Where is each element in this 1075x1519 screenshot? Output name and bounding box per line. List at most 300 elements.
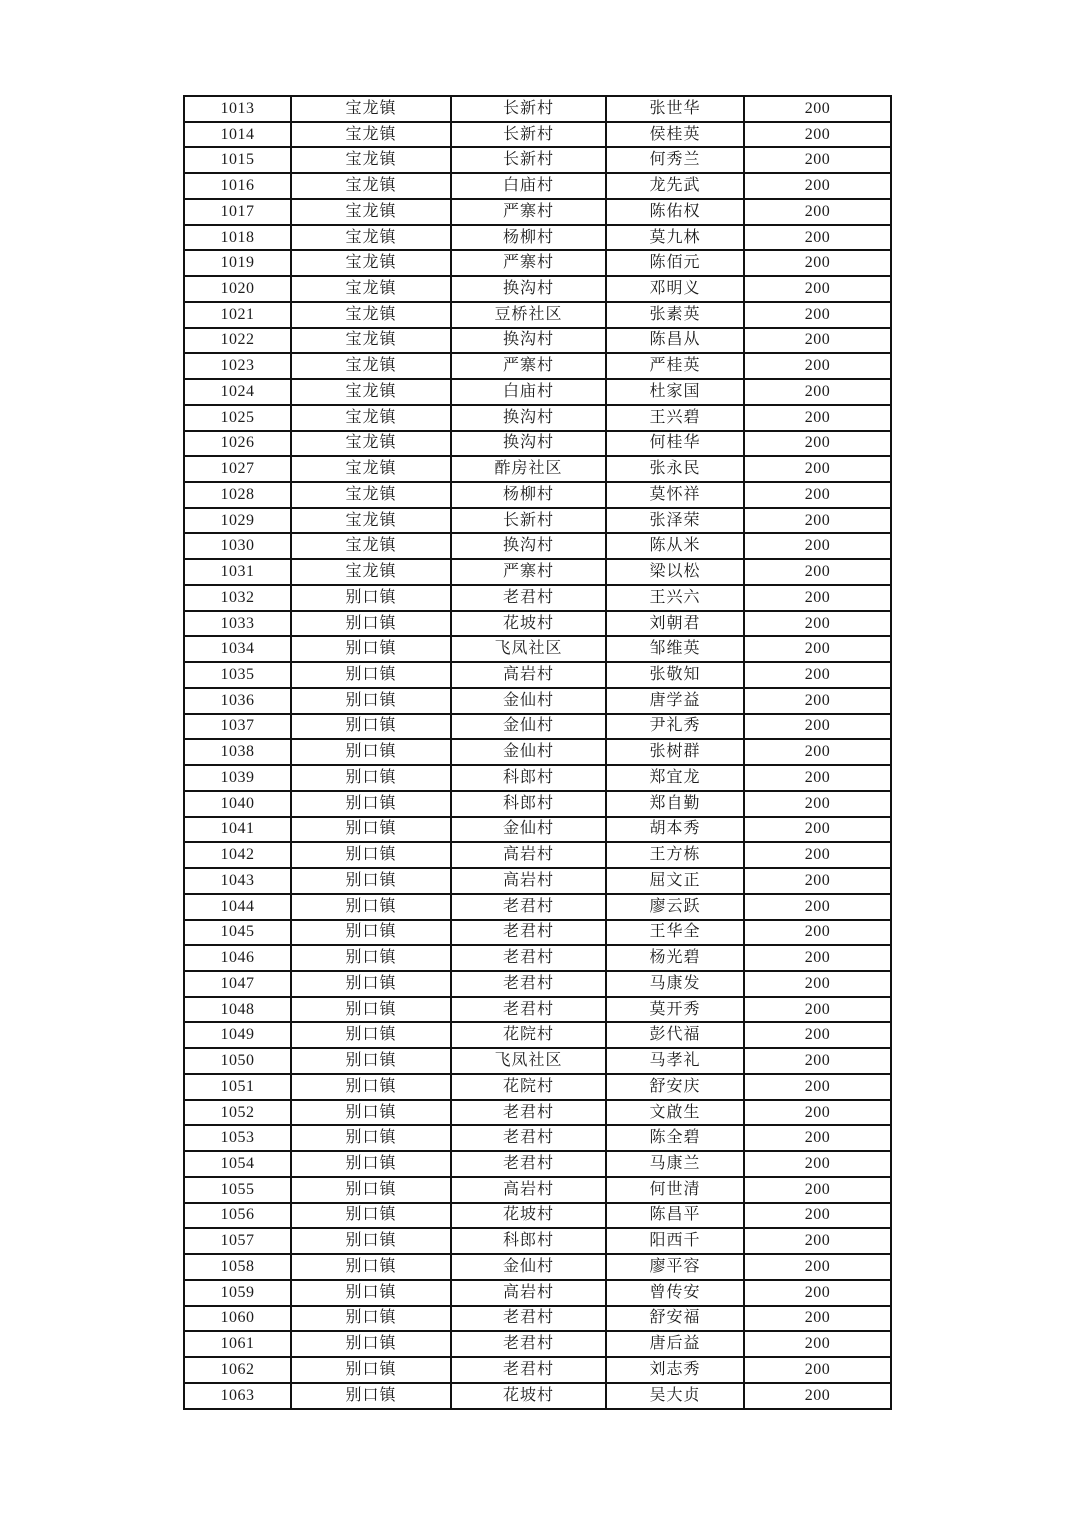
village-cell: 高岩村 — [451, 868, 606, 894]
row-number-cell: 1020 — [184, 276, 291, 302]
row-number-cell: 1046 — [184, 945, 291, 971]
table-row — [184, 611, 891, 637]
person-name-cell: 龙先武 — [606, 173, 744, 199]
amount-cell: 200 — [744, 482, 891, 508]
row-number-cell: 1024 — [184, 379, 291, 405]
table-row — [184, 791, 891, 817]
village-cell: 花坡村 — [451, 611, 606, 637]
village-cell: 严寨村 — [451, 199, 606, 225]
person-name-cell: 张世华 — [606, 96, 744, 122]
village-cell: 老君村 — [451, 1357, 606, 1383]
table-row — [184, 122, 891, 148]
person-name-cell: 唐后益 — [606, 1331, 744, 1357]
amount-cell: 200 — [744, 199, 891, 225]
row-number-cell: 1061 — [184, 1331, 291, 1357]
table-row — [184, 328, 891, 354]
village-cell: 老君村 — [451, 585, 606, 611]
amount-cell: 200 — [744, 302, 891, 328]
person-name-cell: 马康发 — [606, 971, 744, 997]
town-cell: 宝龙镇 — [291, 250, 451, 276]
person-name-cell: 张素英 — [606, 302, 744, 328]
person-name-cell: 屈文正 — [606, 868, 744, 894]
amount-cell: 200 — [744, 1125, 891, 1151]
row-number-cell: 1021 — [184, 302, 291, 328]
table-row — [184, 1228, 891, 1254]
amount-cell: 200 — [744, 1203, 891, 1229]
village-cell: 飞凤社区 — [451, 636, 606, 662]
table-row — [184, 739, 891, 765]
row-number-cell: 1059 — [184, 1280, 291, 1306]
town-cell: 别口镇 — [291, 920, 451, 946]
person-name-cell: 王兴六 — [606, 585, 744, 611]
row-number-cell: 1057 — [184, 1228, 291, 1254]
town-cell: 别口镇 — [291, 1151, 451, 1177]
row-number-cell: 1040 — [184, 791, 291, 817]
table-row — [184, 353, 891, 379]
amount-cell: 200 — [744, 1280, 891, 1306]
town-cell: 别口镇 — [291, 1048, 451, 1074]
town-cell: 宝龙镇 — [291, 431, 451, 457]
town-cell: 宝龙镇 — [291, 147, 451, 173]
row-number-cell: 1038 — [184, 739, 291, 765]
row-number-cell: 1016 — [184, 173, 291, 199]
person-name-cell: 严桂英 — [606, 353, 744, 379]
village-cell: 花院村 — [451, 1022, 606, 1048]
table-row — [184, 868, 891, 894]
town-cell: 宝龙镇 — [291, 302, 451, 328]
table-row — [184, 96, 891, 122]
town-cell: 别口镇 — [291, 1306, 451, 1332]
town-cell: 别口镇 — [291, 1177, 451, 1203]
amount-cell: 200 — [744, 1048, 891, 1074]
village-cell: 金仙村 — [451, 714, 606, 740]
row-number-cell: 1030 — [184, 533, 291, 559]
person-name-cell: 舒安庆 — [606, 1074, 744, 1100]
table-row — [184, 1254, 891, 1280]
amount-cell: 200 — [744, 1022, 891, 1048]
town-cell: 宝龙镇 — [291, 225, 451, 251]
village-cell: 严寨村 — [451, 250, 606, 276]
row-number-cell: 1043 — [184, 868, 291, 894]
village-cell: 白庙村 — [451, 379, 606, 405]
amount-cell: 200 — [744, 611, 891, 637]
table-row — [184, 302, 891, 328]
town-cell: 别口镇 — [291, 868, 451, 894]
person-name-cell: 陈全碧 — [606, 1125, 744, 1151]
amount-cell: 200 — [744, 353, 891, 379]
row-number-cell: 1045 — [184, 920, 291, 946]
row-number-cell: 1026 — [184, 431, 291, 457]
row-number-cell: 1039 — [184, 765, 291, 791]
town-cell: 宝龙镇 — [291, 508, 451, 534]
table-row — [184, 920, 891, 946]
row-number-cell: 1048 — [184, 997, 291, 1023]
row-number-cell: 1042 — [184, 842, 291, 868]
town-cell: 别口镇 — [291, 945, 451, 971]
village-cell: 金仙村 — [451, 817, 606, 843]
table-row — [184, 714, 891, 740]
village-cell: 换沟村 — [451, 533, 606, 559]
person-name-cell: 廖平容 — [606, 1254, 744, 1280]
person-name-cell: 张永民 — [606, 456, 744, 482]
amount-cell: 200 — [744, 276, 891, 302]
table-row — [184, 431, 891, 457]
person-name-cell: 尹礼秀 — [606, 714, 744, 740]
town-cell: 宝龙镇 — [291, 96, 451, 122]
village-cell: 长新村 — [451, 147, 606, 173]
row-number-cell: 1036 — [184, 688, 291, 714]
town-cell: 别口镇 — [291, 714, 451, 740]
village-cell: 换沟村 — [451, 276, 606, 302]
person-name-cell: 王方栋 — [606, 842, 744, 868]
village-cell: 酢房社区 — [451, 456, 606, 482]
row-number-cell: 1029 — [184, 508, 291, 534]
row-number-cell: 1031 — [184, 559, 291, 585]
table-row — [184, 971, 891, 997]
table-row — [184, 1383, 891, 1409]
table-row — [184, 225, 891, 251]
village-cell: 杨柳村 — [451, 225, 606, 251]
row-number-cell: 1019 — [184, 250, 291, 276]
person-name-cell: 马孝礼 — [606, 1048, 744, 1074]
amount-cell: 200 — [744, 945, 891, 971]
town-cell: 宝龙镇 — [291, 328, 451, 354]
row-number-cell: 1041 — [184, 817, 291, 843]
village-cell: 老君村 — [451, 945, 606, 971]
village-cell: 高岩村 — [451, 1177, 606, 1203]
person-name-cell: 曾传安 — [606, 1280, 744, 1306]
table-row — [184, 147, 891, 173]
amount-cell: 200 — [744, 817, 891, 843]
row-number-cell: 1063 — [184, 1383, 291, 1409]
town-cell: 宝龙镇 — [291, 405, 451, 431]
table-row — [184, 585, 891, 611]
table-row — [184, 817, 891, 843]
person-name-cell: 彭代福 — [606, 1022, 744, 1048]
amount-cell: 200 — [744, 405, 891, 431]
person-name-cell: 郑自勤 — [606, 791, 744, 817]
person-name-cell: 唐学益 — [606, 688, 744, 714]
amount-cell: 200 — [744, 379, 891, 405]
town-cell: 别口镇 — [291, 688, 451, 714]
row-number-cell: 1037 — [184, 714, 291, 740]
village-cell: 老君村 — [451, 1151, 606, 1177]
row-number-cell: 1054 — [184, 1151, 291, 1177]
table-row — [184, 1177, 891, 1203]
amount-cell: 200 — [744, 250, 891, 276]
person-name-cell: 刘志秀 — [606, 1357, 744, 1383]
person-name-cell: 廖云跃 — [606, 894, 744, 920]
person-name-cell: 文啟生 — [606, 1100, 744, 1126]
town-cell: 别口镇 — [291, 1357, 451, 1383]
village-cell: 严寨村 — [451, 353, 606, 379]
amount-cell: 200 — [744, 971, 891, 997]
row-number-cell: 1014 — [184, 122, 291, 148]
person-name-cell: 莫九林 — [606, 225, 744, 251]
person-name-cell: 杜家国 — [606, 379, 744, 405]
table-row — [184, 1280, 891, 1306]
amount-cell: 200 — [744, 1100, 891, 1126]
town-cell: 别口镇 — [291, 894, 451, 920]
village-cell: 科郎村 — [451, 765, 606, 791]
village-cell: 老君村 — [451, 1331, 606, 1357]
table-row — [184, 1151, 891, 1177]
row-number-cell: 1052 — [184, 1100, 291, 1126]
town-cell: 别口镇 — [291, 1280, 451, 1306]
village-cell: 花坡村 — [451, 1383, 606, 1409]
village-cell: 科郎村 — [451, 791, 606, 817]
person-name-cell: 陈佰元 — [606, 250, 744, 276]
town-cell: 别口镇 — [291, 971, 451, 997]
town-cell: 宝龙镇 — [291, 353, 451, 379]
amount-cell: 200 — [744, 920, 891, 946]
person-name-cell: 张泽荣 — [606, 508, 744, 534]
table-row — [184, 662, 891, 688]
amount-cell: 200 — [744, 842, 891, 868]
town-cell: 别口镇 — [291, 997, 451, 1023]
amount-cell: 200 — [744, 714, 891, 740]
table-row — [184, 1331, 891, 1357]
town-cell: 别口镇 — [291, 1203, 451, 1229]
row-number-cell: 1055 — [184, 1177, 291, 1203]
amount-cell: 200 — [744, 147, 891, 173]
row-number-cell: 1060 — [184, 1306, 291, 1332]
town-cell: 别口镇 — [291, 1125, 451, 1151]
row-number-cell: 1032 — [184, 585, 291, 611]
village-cell: 老君村 — [451, 1125, 606, 1151]
table-row — [184, 482, 891, 508]
amount-cell: 200 — [744, 1331, 891, 1357]
village-cell: 严寨村 — [451, 559, 606, 585]
person-name-cell: 莫怀祥 — [606, 482, 744, 508]
town-cell: 宝龙镇 — [291, 379, 451, 405]
table-row — [184, 894, 891, 920]
amount-cell: 200 — [744, 997, 891, 1023]
table-row — [184, 1357, 891, 1383]
amount-cell: 200 — [744, 868, 891, 894]
village-cell: 豆桥社区 — [451, 302, 606, 328]
amount-cell: 200 — [744, 662, 891, 688]
person-name-cell: 陈昌平 — [606, 1203, 744, 1229]
village-cell: 老君村 — [451, 894, 606, 920]
amount-cell: 200 — [744, 1357, 891, 1383]
village-cell: 金仙村 — [451, 739, 606, 765]
table-row — [184, 250, 891, 276]
person-name-cell: 张树群 — [606, 739, 744, 765]
town-cell: 别口镇 — [291, 1022, 451, 1048]
person-name-cell: 阳西千 — [606, 1228, 744, 1254]
table-row — [184, 559, 891, 585]
amount-cell: 200 — [744, 894, 891, 920]
row-number-cell: 1013 — [184, 96, 291, 122]
person-name-cell: 侯桂英 — [606, 122, 744, 148]
village-cell: 花坡村 — [451, 1203, 606, 1229]
amount-cell: 200 — [744, 739, 891, 765]
village-cell: 飞凤社区 — [451, 1048, 606, 1074]
village-cell: 长新村 — [451, 508, 606, 534]
person-name-cell: 何世清 — [606, 1177, 744, 1203]
town-cell: 别口镇 — [291, 1383, 451, 1409]
person-name-cell: 邓明义 — [606, 276, 744, 302]
row-number-cell: 1062 — [184, 1357, 291, 1383]
table-row — [184, 688, 891, 714]
person-name-cell: 舒安福 — [606, 1306, 744, 1332]
village-cell: 金仙村 — [451, 1254, 606, 1280]
row-number-cell: 1022 — [184, 328, 291, 354]
amount-cell: 200 — [744, 225, 891, 251]
village-cell: 杨柳村 — [451, 482, 606, 508]
amount-cell: 200 — [744, 328, 891, 354]
town-cell: 别口镇 — [291, 585, 451, 611]
row-number-cell: 1058 — [184, 1254, 291, 1280]
amount-cell: 200 — [744, 1177, 891, 1203]
village-cell: 白庙村 — [451, 173, 606, 199]
row-number-cell: 1053 — [184, 1125, 291, 1151]
person-name-cell: 王华全 — [606, 920, 744, 946]
person-name-cell: 杨光碧 — [606, 945, 744, 971]
table-row — [184, 508, 891, 534]
town-cell: 别口镇 — [291, 817, 451, 843]
table-row — [184, 1125, 891, 1151]
town-cell: 宝龙镇 — [291, 456, 451, 482]
table-row — [184, 1306, 891, 1332]
row-number-cell: 1050 — [184, 1048, 291, 1074]
table-row — [184, 173, 891, 199]
table-row — [184, 199, 891, 225]
table-row — [184, 1048, 891, 1074]
table-row — [184, 276, 891, 302]
table-row — [184, 405, 891, 431]
row-number-cell: 1056 — [184, 1203, 291, 1229]
person-name-cell: 陈昌从 — [606, 328, 744, 354]
town-cell: 别口镇 — [291, 1074, 451, 1100]
amount-cell: 200 — [744, 585, 891, 611]
row-number-cell: 1015 — [184, 147, 291, 173]
table-row — [184, 997, 891, 1023]
village-cell: 老君村 — [451, 971, 606, 997]
town-cell: 别口镇 — [291, 739, 451, 765]
amount-cell: 200 — [744, 122, 891, 148]
amount-cell: 200 — [744, 1383, 891, 1409]
amount-cell: 200 — [744, 791, 891, 817]
village-cell: 换沟村 — [451, 431, 606, 457]
roster-table-body — [184, 96, 891, 1409]
amount-cell: 200 — [744, 456, 891, 482]
town-cell: 别口镇 — [291, 1228, 451, 1254]
table-row — [184, 456, 891, 482]
person-name-cell: 张敬知 — [606, 662, 744, 688]
town-cell: 别口镇 — [291, 791, 451, 817]
village-cell: 科郎村 — [451, 1228, 606, 1254]
town-cell: 别口镇 — [291, 662, 451, 688]
person-name-cell: 刘朝君 — [606, 611, 744, 637]
amount-cell: 200 — [744, 1228, 891, 1254]
village-cell: 老君村 — [451, 1100, 606, 1126]
row-number-cell: 1035 — [184, 662, 291, 688]
town-cell: 别口镇 — [291, 636, 451, 662]
amount-cell: 200 — [744, 533, 891, 559]
amount-cell: 200 — [744, 1306, 891, 1332]
amount-cell: 200 — [744, 636, 891, 662]
table-row — [184, 1022, 891, 1048]
amount-cell: 200 — [744, 431, 891, 457]
town-cell: 宝龙镇 — [291, 482, 451, 508]
row-number-cell: 1051 — [184, 1074, 291, 1100]
amount-cell: 200 — [744, 559, 891, 585]
town-cell: 别口镇 — [291, 765, 451, 791]
table-row — [184, 533, 891, 559]
town-cell: 别口镇 — [291, 1100, 451, 1126]
village-cell: 换沟村 — [451, 405, 606, 431]
amount-cell: 200 — [744, 1254, 891, 1280]
table-row — [184, 842, 891, 868]
person-name-cell: 何桂华 — [606, 431, 744, 457]
village-cell: 长新村 — [451, 122, 606, 148]
table-row — [184, 1100, 891, 1126]
town-cell: 宝龙镇 — [291, 559, 451, 585]
village-cell: 换沟村 — [451, 328, 606, 354]
person-name-cell: 莫开秀 — [606, 997, 744, 1023]
amount-cell: 200 — [744, 173, 891, 199]
town-cell: 宝龙镇 — [291, 533, 451, 559]
amount-cell: 200 — [744, 508, 891, 534]
person-name-cell: 陈从米 — [606, 533, 744, 559]
person-name-cell: 何秀兰 — [606, 147, 744, 173]
row-number-cell: 1028 — [184, 482, 291, 508]
table-row — [184, 765, 891, 791]
person-name-cell: 吴大贞 — [606, 1383, 744, 1409]
person-name-cell: 马康兰 — [606, 1151, 744, 1177]
row-number-cell: 1047 — [184, 971, 291, 997]
town-cell: 宝龙镇 — [291, 276, 451, 302]
village-cell: 花院村 — [451, 1074, 606, 1100]
village-cell: 高岩村 — [451, 842, 606, 868]
row-number-cell: 1025 — [184, 405, 291, 431]
town-cell: 别口镇 — [291, 842, 451, 868]
town-cell: 宝龙镇 — [291, 199, 451, 225]
table-row — [184, 636, 891, 662]
person-name-cell: 胡本秀 — [606, 817, 744, 843]
town-cell: 别口镇 — [291, 1331, 451, 1357]
village-cell: 高岩村 — [451, 662, 606, 688]
town-cell: 别口镇 — [291, 1254, 451, 1280]
row-number-cell: 1033 — [184, 611, 291, 637]
row-number-cell: 1027 — [184, 456, 291, 482]
amount-cell: 200 — [744, 765, 891, 791]
village-cell: 金仙村 — [451, 688, 606, 714]
village-cell: 老君村 — [451, 920, 606, 946]
row-number-cell: 1017 — [184, 199, 291, 225]
amount-cell: 200 — [744, 1151, 891, 1177]
person-name-cell: 邹维英 — [606, 636, 744, 662]
amount-cell: 200 — [744, 1074, 891, 1100]
person-name-cell: 陈佑权 — [606, 199, 744, 225]
amount-cell: 200 — [744, 96, 891, 122]
table-row — [184, 1074, 891, 1100]
roster-table — [183, 95, 892, 1410]
village-cell: 高岩村 — [451, 1280, 606, 1306]
amount-cell: 200 — [744, 688, 891, 714]
town-cell: 宝龙镇 — [291, 173, 451, 199]
person-name-cell: 梁以松 — [606, 559, 744, 585]
village-cell: 长新村 — [451, 96, 606, 122]
row-number-cell: 1044 — [184, 894, 291, 920]
town-cell: 别口镇 — [291, 611, 451, 637]
person-name-cell: 王兴碧 — [606, 405, 744, 431]
row-number-cell: 1023 — [184, 353, 291, 379]
village-cell: 老君村 — [451, 1306, 606, 1332]
row-number-cell: 1034 — [184, 636, 291, 662]
